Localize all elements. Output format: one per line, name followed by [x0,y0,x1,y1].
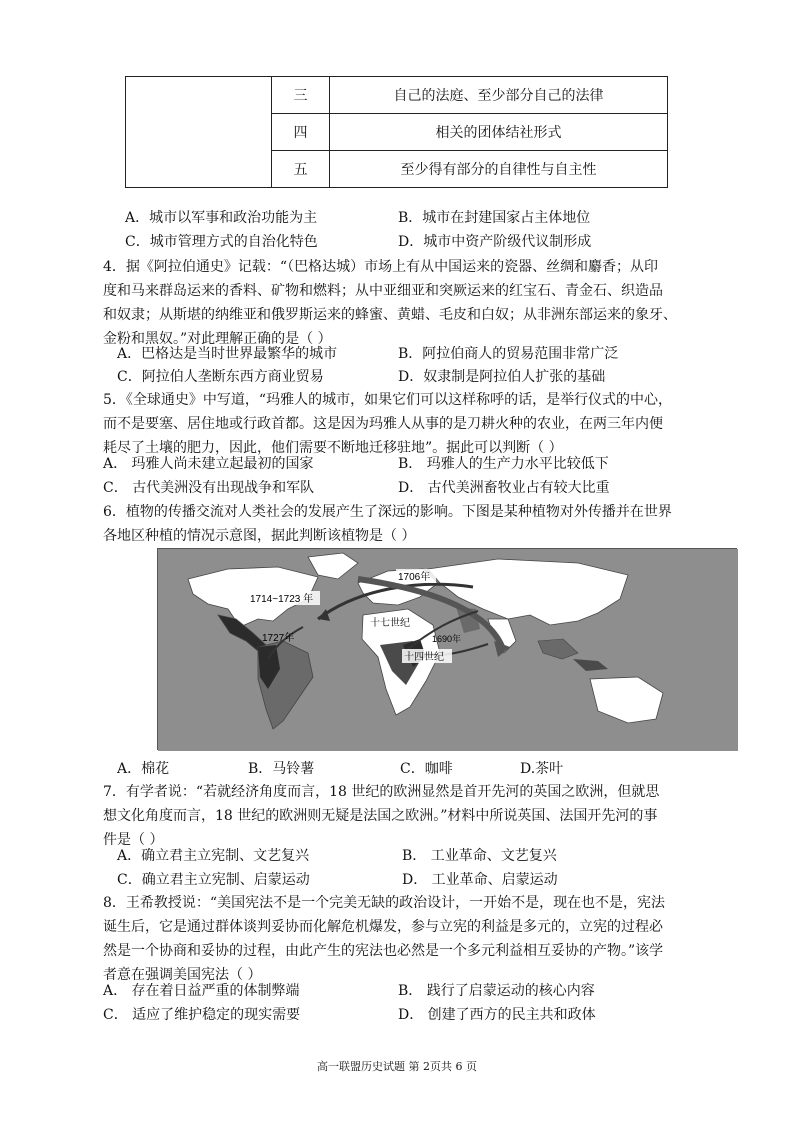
q7-stem-line-3: 件是（ ） [103,832,164,848]
q4-option-c: C．阿拉伯人垄断东西方商业贸易 [117,369,324,385]
table-cell-num: 三 [272,77,330,114]
q7-option-b: B． 工业革命、文艺复兴 [402,848,557,864]
q4-stem-line-4: 金粉和黑奴。”对此理解正确的是（ ） [103,331,332,347]
map-label-1727: 1727年 [262,633,295,644]
q8-stem-line-3: 然是一个协商和妥协的过程，由此产生的宪法也必然是一个多元利益相互妥协的产物。”该学 [103,943,664,959]
q8-stem-line-2: 诞生后，它是通过群体谈判妥协而化解危机爆发，参与立宪的利益是多元的，立宪的过程必 [103,919,663,935]
q6-option-d: D.茶叶 [520,761,564,777]
q5-option-d: D． 古代美洲畜牧业占有较大比重 [398,480,610,496]
q7-stem-line-1: 7．有学者说：“若就经济角度而言，18 世纪的欧洲显然是首开先河的英国之欧洲，但就思 [103,784,660,800]
q8-stem-line-4: 者意在强调美国宪法（ ） [103,967,262,983]
q7-option-a: A．确立君主立宪制、文艺复兴 [117,848,310,864]
q8-stem-line-1: 8．王希教授说：“美国宪法不是一个完美无缺的政治设计，一开始不是，现在也不是，宪法 [103,895,666,911]
q5-option-c: C． 古代美洲没有出现战争和军队 [103,480,315,496]
q6-option-c: C．咖啡 [400,761,453,777]
q7-option-c: C．确立君主立宪制、启蒙运动 [117,872,310,888]
q5-stem-line-1: 5．《全球通史》中写道，“玛雅人的城市，如果它们可以这样称呼的话，是举行仪式的中心， [103,392,673,408]
q4-option-a: A．巴格达是当时世界最繁华的城市 [117,346,338,362]
q5-option-b: B． 玛雅人的生产力水平比较低下 [398,456,609,472]
q4-option-b: B．阿拉伯商人的贸易范围非常广泛 [398,346,619,362]
world-map-figure [157,548,737,750]
q3-option-b: B．城市在封建国家占主体地位 [398,210,591,226]
q5-stem-line-3: 耗尽了土壤的肥力，因此，他们需要不断地迁移驻地”。据此可以判断（ ） [103,440,563,456]
table-cell-text: 至少得有部分的自律性与自主性 [330,151,668,188]
page-footer: 高一联盟历史试题 第 2页共 6 页 [317,1060,477,1073]
q3-option-c: C．城市管理方式的自治化特色 [125,234,318,250]
table-cell-num: 五 [272,151,330,188]
q4-stem-line-3: 和奴隶；从斯堪的纳维亚和俄罗斯运来的蜂蜜、黄蜡、毛皮和白奴；从非洲东部运来的象牙、 [103,307,677,323]
q8-option-c: C． 适应了维护稳定的现实需要 [103,1007,301,1023]
q4-option-d: D．奴隶制是阿拉伯人扩张的基础 [398,369,606,385]
q5-stem-line-2: 而不是要塞、居住地或行政首都。这是因为玛雅人从事的是刀耕火种的农业，在两三年内便 [103,416,663,432]
map-label-1714: 1714~1723 年 [250,594,314,605]
q4-stem-line-1: 4．据《阿拉伯通史》记载：“（巴格达城）市场上有从中国运来的瓷器、丝绸和麝香；从印 [103,259,659,275]
map-label-17th-century: 十七世纪 [370,618,410,629]
q6-option-a: A．棉花 [117,761,170,777]
q4-stem-line-2: 度和马来群岛运来的香料、矿物和燃料；从中亚细亚和突厥运来的红宝石、青金石、织造品 [103,283,663,299]
q3-option-a: A．城市以军事和政治功能为主 [125,210,318,226]
map-label-14th-century: 十四世纪 [404,652,444,663]
q8-option-a: A． 存在着日益严重的体制弊端 [103,983,300,999]
q7-option-d: D． 工业革命、启蒙运动 [402,872,558,888]
q6-stem-line-2: 各地区种植的情况示意图，据此判断该植物是（ ） [103,528,416,544]
table-row [126,77,668,114]
map-label-1690: 1690年 [432,634,462,644]
world-map-svg [158,549,738,751]
table-blank-cell [126,77,272,188]
q8-option-b: B． 践行了启蒙运动的核心内容 [398,983,595,999]
q3-option-d: D．城市中资产阶级代议制形成 [398,234,592,250]
q6-option-b: B．马铃薯 [248,761,315,777]
q6-stem-line-1: 6．植物的传播交流对人类社会的发展产生了深远的影响。下图是某种植物对外传播并在世界 [103,504,672,520]
q7-stem-line-2: 想文化角度而言，18 世纪的欧洲则无疑是法国之欧洲。”材料中所说英国、法国开先河的事 [103,808,658,824]
table-cell-text: 相关的团体结社形式 [330,114,668,151]
q5-option-a: A． 玛雅人尚未建立起最初的国家 [103,456,314,472]
q8-option-d: D． 创建了西方的民主共和政体 [398,1007,596,1023]
table-cell-num: 四 [272,114,330,151]
table-cell-text: 自己的法庭、至少部分自己的法律 [330,77,668,114]
city-features-table [125,76,668,188]
map-label-1706: 1706年 [398,572,431,583]
